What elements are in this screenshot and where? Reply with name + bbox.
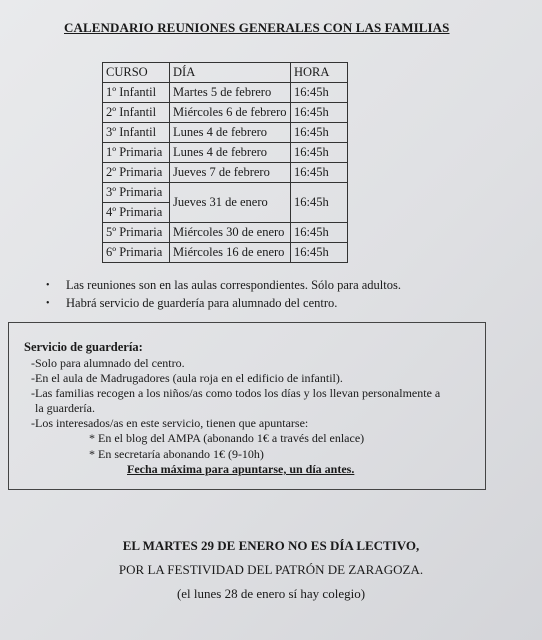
guarderia-box bbox=[8, 322, 486, 490]
cell-dia: Miércoles 6 de febrero bbox=[170, 103, 291, 123]
cell-curso: 3º Primaria bbox=[103, 183, 170, 203]
cell-curso: 4º Primaria bbox=[103, 203, 170, 223]
box-line: * En secretaría abonando 1€ (9-10h) bbox=[89, 447, 264, 461]
cell-dia: Miércoles 16 de enero bbox=[170, 243, 291, 263]
box-heading: Servicio de guardería: bbox=[24, 340, 143, 354]
box-line: -Las familias recogen a los niños/as como todos los días y los llevan personalmente a bbox=[31, 386, 441, 400]
cell-hora: 16:45h bbox=[291, 243, 348, 263]
table-row bbox=[103, 243, 348, 263]
bullet-icon: • bbox=[46, 297, 50, 309]
cell-dia: Lunes 4 de febrero bbox=[170, 123, 291, 143]
table-row bbox=[103, 163, 348, 183]
box-line: -En el aula de Madrugadores (aula roja en el edificio de infantil). bbox=[31, 371, 343, 385]
box-line: * En el blog del AMPA (abonando 1€ a través del enlace) bbox=[89, 431, 365, 445]
header-dia: DÍA bbox=[170, 63, 291, 83]
cell-curso: 1º Infantil bbox=[103, 83, 170, 103]
bullet-list bbox=[46, 276, 401, 312]
footer-notice-line2: POR LA FESTIVIDAD DEL PATRÓN DE ZARAGOZA. bbox=[118, 562, 424, 577]
bullet-text: Las reuniones son en las aulas correspondientes. Sólo para adultos. bbox=[66, 277, 401, 292]
list-item bbox=[46, 294, 401, 312]
cell-curso: 2º Infantil bbox=[103, 103, 170, 123]
table-row bbox=[103, 223, 348, 243]
cell-dia: Jueves 7 de febrero bbox=[170, 163, 291, 183]
cell-hora: 16:45h bbox=[291, 143, 348, 163]
cell-curso: 6º Primaria bbox=[103, 243, 170, 263]
cell-hora: 16:45h bbox=[291, 183, 348, 223]
cell-hora: 16:45h bbox=[291, 163, 348, 183]
table-row bbox=[103, 123, 348, 143]
header-curso: CURSO bbox=[103, 63, 170, 83]
box-line: -Solo para alumnado del centro. bbox=[31, 356, 185, 370]
bullet-text: Habrá servicio de guardería para alumnado del centro. bbox=[66, 295, 338, 310]
cell-curso: 5º Primaria bbox=[103, 223, 170, 243]
bullet-icon: • bbox=[46, 279, 50, 291]
box-line: la guardería. bbox=[35, 401, 95, 415]
cell-dia: Lunes 4 de febrero bbox=[170, 143, 291, 163]
list-item bbox=[46, 276, 401, 294]
header-hora: HORA bbox=[291, 63, 348, 83]
table-header-row bbox=[103, 63, 348, 83]
table-row bbox=[103, 103, 348, 123]
table-row bbox=[103, 143, 348, 163]
cell-curso: 3º Infantil bbox=[103, 123, 170, 143]
cell-hora: 16:45h bbox=[291, 83, 348, 103]
cell-hora: 16:45h bbox=[291, 103, 348, 123]
cell-dia: Jueves 31 de enero bbox=[170, 183, 291, 223]
cell-curso: 1º Primaria bbox=[103, 143, 170, 163]
cell-dia: Martes 5 de febrero bbox=[170, 83, 291, 103]
schedule-table bbox=[102, 62, 348, 263]
document-title: CALENDARIO REUNIONES GENERALES CON LAS FAMILIAS bbox=[64, 20, 450, 35]
cell-hora: 16:45h bbox=[291, 223, 348, 243]
footer-notice-line3: (el lunes 28 de enero sí hay colegio) bbox=[176, 586, 366, 601]
cell-hora: 16:45h bbox=[291, 123, 348, 143]
footer-notice-line1: EL MARTES 29 DE ENERO NO ES DÍA LECTIVO, bbox=[122, 538, 420, 553]
cell-curso: 2º Primaria bbox=[103, 163, 170, 183]
deadline-note: Fecha máxima para apuntarse, un día antes. bbox=[127, 462, 355, 476]
table-row bbox=[103, 183, 348, 203]
table-row bbox=[103, 83, 348, 103]
cell-dia: Miércoles 30 de enero bbox=[170, 223, 291, 243]
box-line: -Los interesados/as en este servicio, tienen que apuntarse: bbox=[31, 416, 309, 430]
